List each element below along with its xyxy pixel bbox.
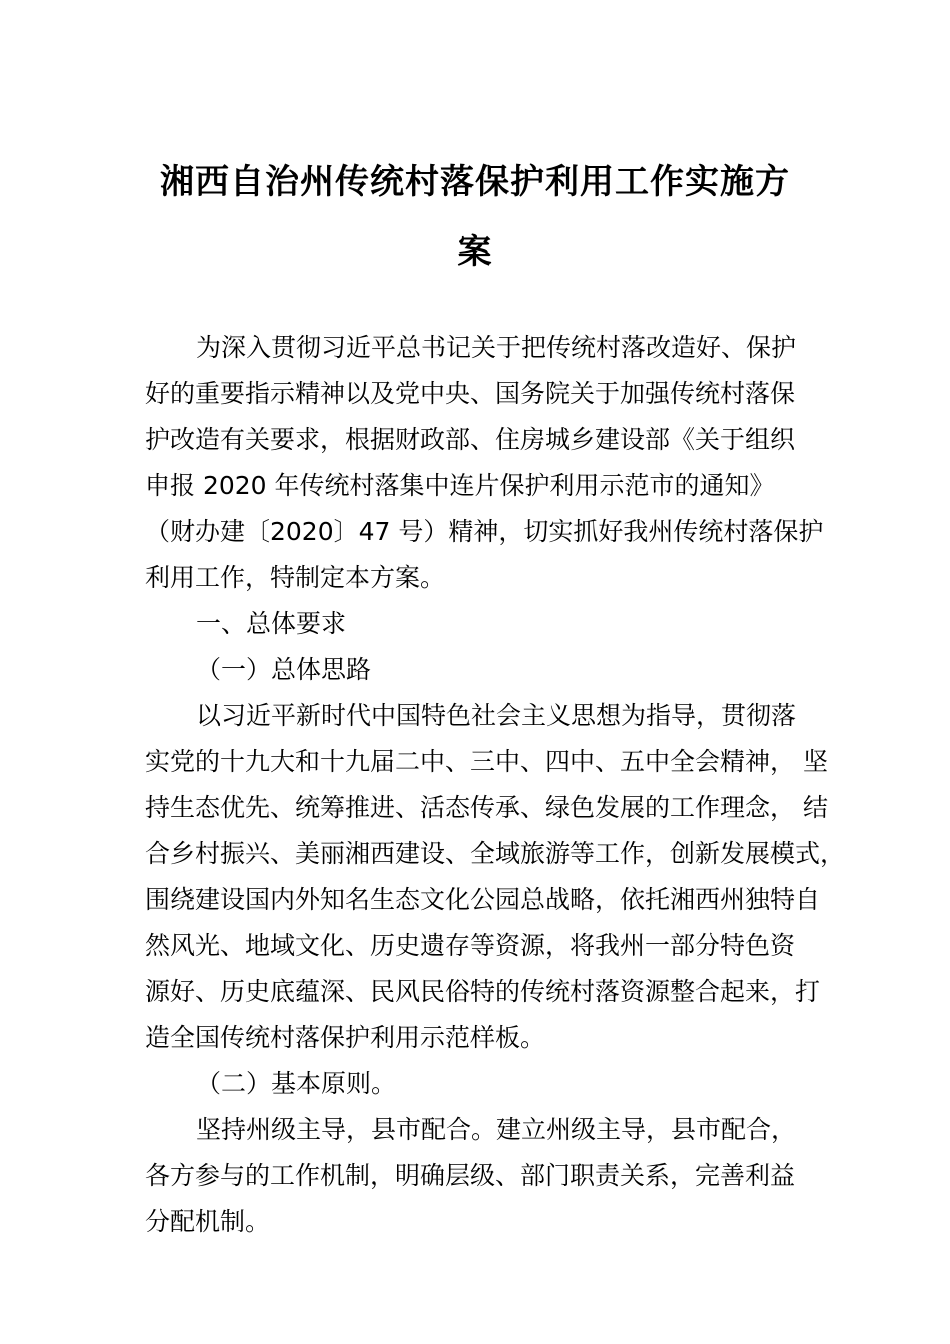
paragraph-line: 申报 2020 年传统村落集中连片保护利用示范市的通知》 xyxy=(145,471,775,500)
paragraph-line: （财办建〔2020〕47 号）精神，切实抓好我州传统村落保护 xyxy=(145,517,824,546)
paragraph-line: 持生态优先、统筹推进、活态传承、绿色发展的工作理念， 结 xyxy=(145,793,828,822)
paragraph-line: 造全国传统村落保护利用示范样板。 xyxy=(145,1023,546,1052)
paragraph-line: 好的重要指示精神以及党中央、国务院关于加强传统村落保 xyxy=(145,379,796,408)
paragraph-line: 坚持州级主导，县市配合。建立州级主导，县市配合， xyxy=(196,1115,797,1144)
paragraph-line: 围绕建设国内外知名生态文化公园总战略，依托湘西州独特自 xyxy=(145,885,821,914)
paragraph-line: 各方参与的工作机制，明确层级、部门职责关系，完善利益 xyxy=(145,1161,796,1190)
paragraph-line: 为深入贯彻习近平总书记关于把传统村落改造好、保护 xyxy=(196,333,797,362)
paragraph-line: 合乡村振兴、美丽湘西建设、全域旅游等工作，创新发展模式， xyxy=(145,839,846,868)
document-title-line-1: 湘西自治州传统村落保护利用工作实施方 xyxy=(160,162,790,202)
paragraph-line: 源好、历史底蕴深、民风民俗特的传统村落资源整合起来，打 xyxy=(145,977,821,1006)
section-heading: 一、总体要求 xyxy=(196,609,347,638)
subsection-heading: （二）基本原则。 xyxy=(196,1069,397,1098)
paragraph-line: 护改造有关要求，根据财政部、住房城乡建设部《关于组织 xyxy=(145,425,796,454)
paragraph-line: 以习近平新时代中国特色社会主义思想为指导，贯彻落 xyxy=(196,701,797,730)
document-title-line-2: 案 xyxy=(457,232,493,272)
paragraph-line: 分配机制。 xyxy=(145,1207,271,1236)
paragraph-line: 然风光、地域文化、历史遗存等资源，将我州一部分特色资 xyxy=(145,931,796,960)
subsection-heading: （一）总体思路 xyxy=(196,655,372,684)
paragraph-line: 利用工作，特制定本方案。 xyxy=(145,563,446,592)
paragraph-line: 实党的十九大和十九届二中、三中、四中、五中全会精神， 坚 xyxy=(145,747,828,776)
